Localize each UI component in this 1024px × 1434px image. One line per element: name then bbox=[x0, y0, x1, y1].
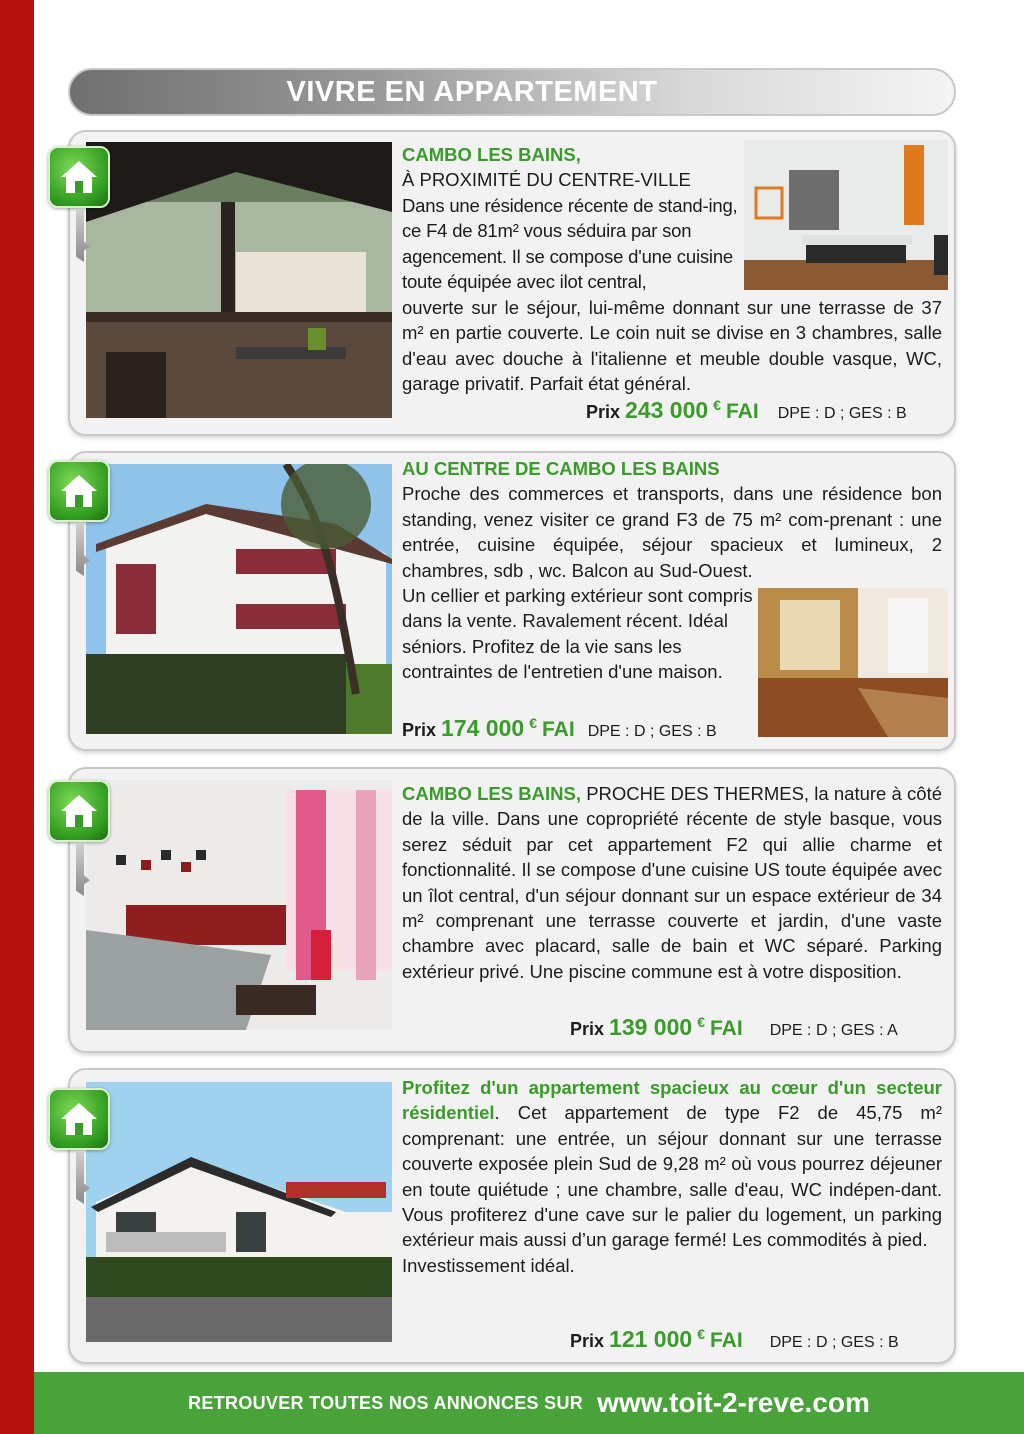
listing-photo-lounge bbox=[86, 780, 392, 1030]
fai-label: FAI bbox=[710, 1017, 743, 1040]
listing-1-price-line bbox=[586, 397, 907, 424]
listing-1-title: CAMBO LES BAINS, bbox=[402, 144, 581, 165]
listing-2-price: 174 000 bbox=[441, 715, 525, 741]
house-icon bbox=[48, 146, 110, 208]
listing-1-dpe: DPE : D ; GES : B bbox=[777, 405, 907, 422]
agency-logo-badge bbox=[48, 460, 114, 580]
listing-4-title-end: . bbox=[494, 1102, 500, 1124]
footer-banner bbox=[34, 1372, 1024, 1434]
agency-logo-badge bbox=[48, 1088, 114, 1208]
listing-4-title: Profitez d'un appartement spacieux au cœur d'un secteur résidentiel bbox=[402, 1077, 942, 1124]
listing-2-dpe: DPE : D ; GES : B bbox=[587, 723, 717, 740]
listing-4-dpe: DPE : D ; GES : B bbox=[769, 1334, 899, 1351]
euro-sign: € bbox=[697, 1326, 705, 1342]
listing-2-title: AU CENTRE DE CAMBO LES BAINS bbox=[402, 458, 720, 479]
prix-label: Prix bbox=[570, 1019, 605, 1039]
prix-label: Prix bbox=[570, 1331, 605, 1351]
listing-1-description-long: ouverte sur le séjour, lui-même donnant sur une terrasse de 37 m² en partie couverte. Le coin nuit se divise en 3 chambres, salle d'eau avec douche à l'italienne et meuble double vasque, WC, garage privatif. Parfait état général. bbox=[402, 297, 942, 395]
key-icon bbox=[70, 524, 90, 576]
listing-3-description: la nature à côté de la ville. Dans une copropriété récente de style basque, vous serez séduit par cet appartement F2 qui allie charme et fonctionnalité. Il se compose d'une cuisine US toute équipée avec un îlot central, d'un séjour donnant sur un espace extérieur de 34 m² comprenant une terrasse couverte et jardin, d'une vaste chambre avec placard, salle de bain et WC séparé. Parking extérieur privé. Une piscine commune est à votre disposition. bbox=[402, 783, 943, 982]
listing-3-title: CAMBO LES BAINS, bbox=[402, 783, 581, 804]
house-icon bbox=[48, 1088, 110, 1150]
listing-2-description-short: Un cellier et parking extérieur sont compris dans la vente. Ravalement récent. Idéal séniors. Profitez de la vie sans les contraintes de l'entretien d'une maison. bbox=[402, 585, 753, 683]
section-title: VIVRE EN APPARTEMENT bbox=[286, 75, 658, 108]
listing-1-subtitle: À PROXIMITÉ DU CENTRE-VILLE bbox=[402, 169, 691, 191]
listing-photo-kitchen bbox=[744, 140, 948, 290]
listing-3-body bbox=[402, 781, 942, 984]
prix-label: Prix bbox=[402, 720, 437, 740]
listing-4-description: Cet appartement de type F2 de 45,75 m² comprenant: une entrée, un séjour donnant sur une terrasse couverte exposée plein Sud de 9,28 m² où vous pourrez déjeuner en toute quiétude ; une chambre, salle d'eau, WC indépen-dant. Vous profiterez d'une cave sur le palier du logement, un parking extérieur mais aussi d’un garage fermé! Les commodités à pied. bbox=[402, 1102, 942, 1251]
key-icon bbox=[70, 844, 90, 896]
key-icon bbox=[70, 1152, 90, 1204]
listing-1-heading bbox=[402, 142, 742, 294]
listing-2-price-line bbox=[402, 715, 717, 742]
euro-sign: € bbox=[529, 715, 537, 731]
listing-3-dpe: DPE : D ; GES : A bbox=[769, 1022, 898, 1039]
listing-3-price: 139 000 bbox=[609, 1014, 693, 1040]
fai-label: FAI bbox=[710, 1329, 743, 1352]
euro-sign: € bbox=[713, 397, 721, 413]
listing-1-price: 243 000 bbox=[625, 397, 709, 423]
footer-website-link[interactable]: www.toit-2-reve.com bbox=[597, 1387, 870, 1418]
left-accent-bar bbox=[0, 0, 34, 1434]
listing-photo-terrace bbox=[86, 142, 392, 418]
house-icon bbox=[48, 780, 110, 842]
listing-3-subtitle: PROCHE DES THERMES, bbox=[586, 783, 810, 804]
listing-4-extra: Investissement idéal. bbox=[402, 1254, 575, 1276]
listing-2-description-long: Proche des commerces et transports, dans une résidence bon standing, venez visiter ce grand F3 de 75 m² com-prenant : une entrée, cuisine équipée, séjour spacieux et lumineux, 2 chambres, sdb , wc. Balcon au Sud-Ouest. bbox=[402, 483, 942, 581]
house-icon bbox=[48, 460, 110, 522]
agency-logo-badge bbox=[48, 780, 114, 900]
listing-4-body bbox=[402, 1075, 942, 1278]
key-icon bbox=[70, 210, 90, 262]
fai-label: FAI bbox=[542, 718, 575, 741]
section-header-banner bbox=[68, 68, 956, 116]
listing-photo-house bbox=[86, 1082, 392, 1342]
footer-text: RETROUVER TOUTES NOS ANNONCES SUR bbox=[188, 1392, 584, 1413]
listing-1-description-short: Dans une résidence récente de stand-ing, ce F4 de 81m² vous séduira par son agencement. Il se compose d'une cuisine toute équipée avec ilot central, bbox=[402, 194, 738, 293]
listing-4-price-line bbox=[570, 1326, 899, 1353]
prix-label: Prix bbox=[586, 402, 621, 422]
listing-photo-living-room bbox=[758, 588, 948, 737]
listing-4-price: 121 000 bbox=[609, 1326, 693, 1352]
listing-2-heading bbox=[402, 456, 942, 583]
listing-photo-building bbox=[86, 464, 392, 734]
agency-logo-badge bbox=[48, 146, 114, 266]
listing-3-price-line bbox=[570, 1014, 898, 1041]
euro-sign: € bbox=[697, 1014, 705, 1030]
fai-label: FAI bbox=[726, 400, 759, 423]
